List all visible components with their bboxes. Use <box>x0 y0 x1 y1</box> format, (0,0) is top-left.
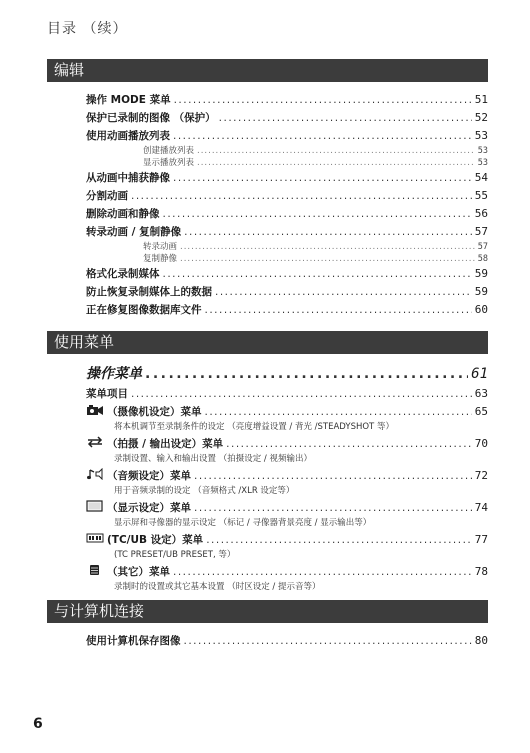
toc-entry-description: 显示屏和寻像器的显示设定 （标记 / 寻像器背景亮度 / 显示输出等） <box>114 518 372 528</box>
toc-subentry-label: 显示播放列表 <box>143 158 195 168</box>
toc-entry[interactable] <box>86 169 488 187</box>
toc-entry[interactable] <box>86 632 488 650</box>
toc-entry[interactable] <box>86 265 488 283</box>
toc-entry[interactable] <box>86 91 488 109</box>
toc-pc <box>86 632 488 650</box>
toc-entry-page: 77 <box>474 533 488 546</box>
other-icon <box>86 564 104 576</box>
toc-entry-label: （摄像机设定）菜单 <box>107 406 202 418</box>
toc-entry-page: 56 <box>474 207 488 220</box>
toc-entry-label: 转录动画 / 复制静像 <box>86 226 182 238</box>
toc-entry-page: 72 <box>474 469 488 482</box>
toc-subentry-label: 复制静像 <box>143 254 178 264</box>
toc-entry-description: 用于音频录制的设定 （音频格式 /XLR 设定等） <box>114 486 295 496</box>
toc-entry-label: 保护已录制的图像 （保护） <box>86 112 216 124</box>
audio-icon <box>86 468 104 480</box>
toc-entry-page: 59 <box>474 267 488 280</box>
toc-entry[interactable] <box>86 385 488 403</box>
toc-subentry[interactable] <box>86 145 488 157</box>
toc-entry-label: 删除动画和静像 <box>86 208 160 220</box>
toc-subentry-label: 创建播放列表 <box>143 146 195 156</box>
toc-entry-page: 80 <box>474 634 488 647</box>
toc-entry-description: 录制时的设置或其它基本设置 （时区设定 / 提示音等） <box>114 582 321 592</box>
toc-entry-page: 59 <box>474 285 488 298</box>
toc-entry-label: 分割动画 <box>86 190 128 202</box>
toc-entry-page: 51 <box>474 93 488 106</box>
toc-entry-camera-settings[interactable] <box>86 403 488 421</box>
toc-subentry[interactable] <box>86 157 488 169</box>
page-header-title: 目录 （续） <box>47 21 128 37</box>
toc-subentry-page: 58 <box>477 254 488 264</box>
toc-entry-page: 65 <box>474 405 488 418</box>
toc-subentry-label: 转录动画 <box>143 242 178 252</box>
toc-subentry-page: 57 <box>477 242 488 252</box>
display-icon <box>86 500 104 512</box>
toc-entry-label: 使用动画播放列表 <box>86 130 170 142</box>
toc-entry-label: 正在修复图像数据库文件 <box>86 304 202 316</box>
toc-entry[interactable] <box>86 109 488 127</box>
toc-entry-label: 格式化录制媒体 <box>86 268 160 280</box>
toc-entry-label: 操作 MODE 菜单 <box>86 94 171 106</box>
toc-entry-page: 78 <box>474 565 488 578</box>
toc-entry-label: （其它）菜单 <box>107 566 170 578</box>
toc-entry-label: (TC/UB 设定）菜单 <box>107 534 204 546</box>
toc-entry-label: 菜单项目 <box>86 388 128 400</box>
toc-entry-label: （拍摄 / 输出设定）菜单 <box>107 438 224 450</box>
toc-entry-page: 61 <box>471 366 488 382</box>
toc-entry-description: 将本机调节至录制条件的设定 （亮度增益设置 / 背光 /STEADYSHOT 等） <box>114 422 394 432</box>
toc-subentry[interactable] <box>86 241 488 253</box>
toc-entry-label: 使用计算机保存图像 <box>86 635 181 647</box>
toc-edit <box>86 91 488 319</box>
toc-subentry-page: 53 <box>477 158 488 168</box>
section-heading-pc: 与计算机连接 <box>47 600 488 623</box>
toc-entry-record-output-settings[interactable] <box>86 435 488 453</box>
toc-entry[interactable] <box>86 223 488 241</box>
toc-entry-description: 录制设置、输入和输出设置 （拍摄设定 / 视频输出） <box>114 454 312 464</box>
toc-entry-label: 操作菜单 <box>86 366 142 382</box>
toc-entry-page: 60 <box>474 303 488 316</box>
toc-entry-page: 63 <box>474 387 488 400</box>
toc-entry-display-settings[interactable] <box>86 499 488 517</box>
record-output-icon <box>86 436 104 448</box>
toc-entry-description: (TC PRESET/UB PRESET, 等） <box>114 550 236 560</box>
toc-entry[interactable] <box>86 205 488 223</box>
toc-subentry-page: 53 <box>477 146 488 156</box>
toc-entry[interactable] <box>86 127 488 145</box>
page-number: 6 <box>33 716 43 732</box>
toc-entry-label: （音频设定）菜单 <box>107 470 191 482</box>
section-heading-menu: 使用菜单 <box>47 331 488 354</box>
toc-entry-audio-settings[interactable] <box>86 467 488 485</box>
toc-entry-page: 57 <box>474 225 488 238</box>
toc-entry-page: 55 <box>474 189 488 202</box>
toc-entry-other-settings[interactable] <box>86 563 488 581</box>
toc-entry-page: 53 <box>474 129 488 142</box>
toc-subentry[interactable] <box>86 253 488 265</box>
toc-entry[interactable] <box>86 283 488 301</box>
toc-entry-page: 52 <box>474 111 488 124</box>
toc-entry-page: 70 <box>474 437 488 450</box>
toc-entry-operation-menu[interactable] <box>86 363 488 385</box>
toc-entry-label: 防止恢复录制媒体上的数据 <box>86 286 212 298</box>
toc-entry-page: 74 <box>474 501 488 514</box>
toc-entry-tcub-settings[interactable] <box>86 531 488 549</box>
toc-entry-label: （显示设定）菜单 <box>107 502 191 514</box>
toc-menu <box>86 363 488 595</box>
tcub-icon <box>86 532 104 544</box>
toc-entry-label: 从动画中捕获静像 <box>86 172 170 184</box>
toc-entry[interactable] <box>86 187 488 205</box>
camera-icon <box>86 404 104 416</box>
section-heading-edit: 编辑 <box>47 59 488 82</box>
toc-entry-page: 54 <box>474 171 488 184</box>
toc-entry[interactable] <box>86 301 488 319</box>
